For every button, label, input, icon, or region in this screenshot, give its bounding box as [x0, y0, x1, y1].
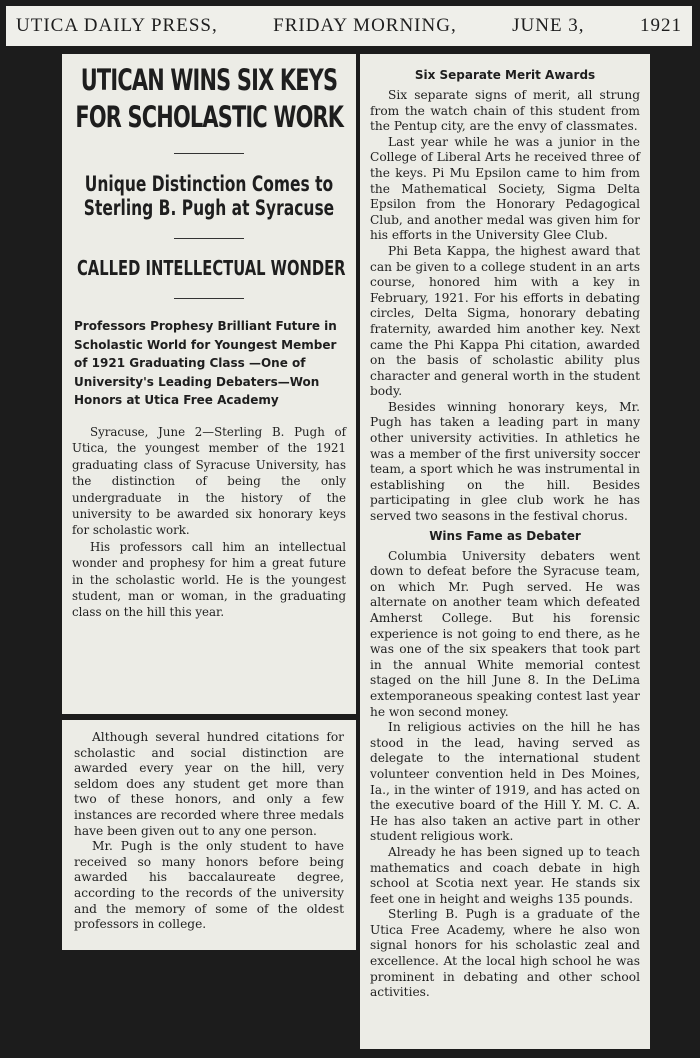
subheadline: Unique Distinction Comes to Sterling B. Pugh at Syracuse [83, 171, 335, 220]
headline-line-1: UTICAN WINS SIX KEYS [80, 63, 338, 97]
article-paragraph: Although several hundred citations for scholastic and social distinction are awarded every year on the hill, very seldom does any student get more than two of these honors, and only a few instances are recorded where three medals have been given out to any one person. [74, 730, 344, 838]
article-paragraph: Mr. Pugh is the only student to have received so many honors before being awarded his baccalaureate degree, according to the records of the university and the memory of some of the oldest professors in college. [74, 839, 344, 932]
masthead [6, 6, 692, 46]
article-paragraph: Already he has been signed up to teach mathematics and coach debate in high school at Scotia next year. He stands six feet one in height and weighs 135 pounds. [370, 844, 640, 906]
article-paragraph: Sterling B. Pugh is a graduate of the Utica Free Academy, where he also won signal honors for his scholastic zeal and excellence. At the local high school he was prominent in debating and other school activities. [370, 907, 640, 1000]
clipping-lower-left [62, 720, 356, 950]
article-paragraph: His professors call him an intellectual wonder and prophesy for him a great future in the scholastic world. He is the youngest student, man or woman, in the graduating class on the hill this year. [72, 539, 346, 620]
rule [174, 153, 244, 154]
article-paragraph: Besides winning honorary keys, Mr. Pugh has taken a leading part in many other university activities. In athletics he was a member of the first university soccer team, a sport which he was instrumental in establishing on the hill. Besides participating in glee club work he has served two seasons in the festival chorus. [370, 399, 640, 524]
subhead-merit-awards: Six Separate Merit Awards [414, 68, 596, 82]
article-paragraph: Last year while he was a junior in the College of Liberal Arts he received three of the keys. Pi Mu Epsilon came to him from the Mathematical Society, Sigma Delta Epsilon from the Honorary Pedagogical Club, and another medal was given him for his efforts in the University Glee Club. [370, 134, 640, 243]
subhead-debater: Wins Fame as Debater [429, 528, 581, 543]
article-paragraph: Columbia University debaters went down to defeat before the Syracuse team, on which Mr. Pugh served. He was alternate on another team which defeated Amherst College. But his forensic experience is not going to end there, as he was one of the six speakers that took part in the annual White memorial contest staged on the hill June 8. In the DeLima extemporaneous speaking contest last year he won second money. [370, 548, 640, 719]
issue-year: 1921 [639, 15, 682, 36]
article-paragraph: Syracuse, June 2—Sterling B. Pugh of Utica, the youngest member of the 1921 graduating class of Syracuse University, has the distinction of being the only undergraduate in the history of the university to be awarded six honorary keys for scholastic work. [72, 424, 346, 538]
article-paragraph: In religious activies on the hill he has stood in the lead, having served as delegate to the international student volunteer convention held in Des Moines, Ia., in the winter of 1919, and has acted on the executive board of the Hill Y. M. C. A. He has also taken an active part in other student religious work. [370, 720, 640, 844]
deck: Professors Prophesy Brilliant Future in Scholastic World for Youngest Member of 1921 Graduating Class —One of University's Leading Debaters—Won Honors at Utica Free Academy [74, 318, 337, 408]
headline-line-2: FOR SCHOLASTIC WORK [75, 100, 344, 135]
third-headline: CALLED INTELLECTUAL WONDER [76, 255, 346, 280]
rule [174, 298, 244, 299]
issue-day: FRIDAY MORNING, [273, 15, 457, 36]
issue-date: JUNE 3, [512, 15, 585, 36]
rule [174, 238, 244, 239]
article-paragraph: Phi Beta Kappa, the highest award that can be given to a college student in an arts course, honored him with a key in February, 1921. For his efforts in debating circles, Delta Sigma, honorary debating fraternity, awarded him another key. Next came the Phi Kappa Phi citation, awarded on the basis of scholastic ability plus character and general worth in the student body. [370, 243, 640, 399]
clipping-right-column [360, 54, 650, 1049]
clipping-headline [62, 54, 356, 714]
paper-name: UTICA DAILY PRESS, [16, 15, 218, 36]
article-paragraph: Six separate signs of merit, all strung from the watch chain of this student from the Pentup city, are the envy of classmates. [370, 88, 640, 134]
